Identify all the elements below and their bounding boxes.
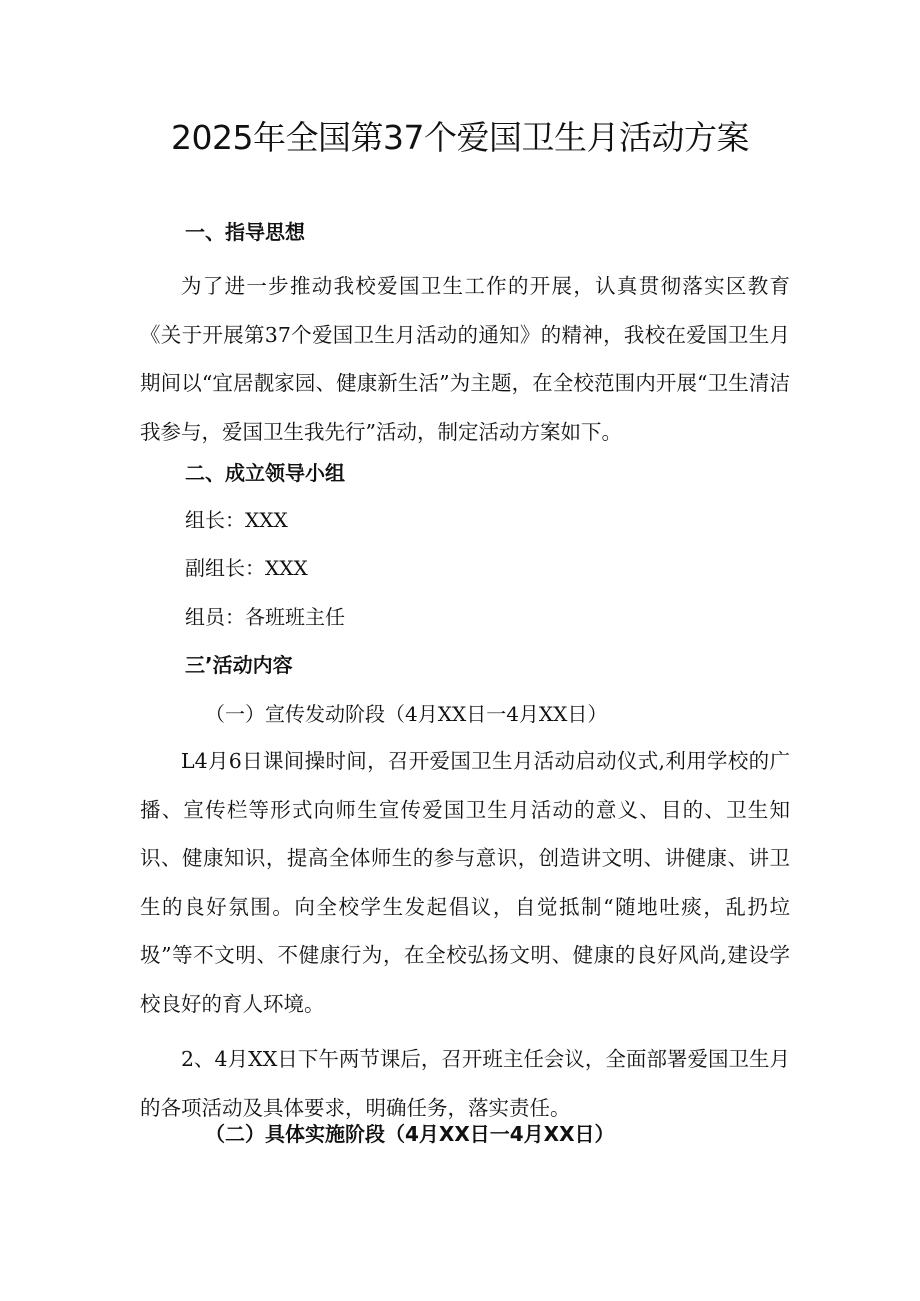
phase1-item2-paragraph: 2、4月XX日下午两节课后，召开班主任会议，全面部署爱国卫生月的各项活动及具体要求，明确任务，落实责任。 — [140, 1047, 790, 1120]
section-heading-activity-content: 三’活动内容 — [185, 653, 293, 677]
phase1-item1-paragraph: L4月6日课间操时间，召开爱国卫生月活动启动仪式,利用学校的广播、宣传栏等形式向师生宣传爱国卫生月活动的意义、目的、卫生知识、健康知识，提高全体师生的参与意识，创造讲文明、讲健康、讲卫生的良好氛围。向全校学生发起倡议，自觉抵制“随地吐痰，乱扔垃圾”等不文明、不健康行为，在全校弘扬文明、健康的良好风尚,建设学校良好的育人环境。 — [140, 749, 790, 1016]
document-title: 2025年全国第37个爱国卫生月活动方案 — [171, 118, 749, 157]
group-leader-line: 组长：XXX — [185, 508, 288, 532]
deputy-leader-line: 副组长：XXX — [185, 556, 308, 580]
guiding-ideology-paragraph: 为了进一步推动我校爱国卫生工作的开展，认真贯彻落实区教育《关于开展第37个爱国卫生月活动的通知》的精神，我校在爱国卫生月期间以“宜居靓家园、健康新生活”为主题，在全校范围内开展“卫生清洁我参与，爱国卫生我先行”活动，制定活动方案如下。 — [140, 274, 790, 444]
section-heading-guiding-ideology: 一、指导思想 — [185, 220, 305, 244]
section-heading-leadership-group: 二、成立领导小组 — [185, 461, 345, 485]
group-members-line: 组员：各班班主任 — [185, 605, 345, 629]
phase1-heading: （一）宣传发动阶段（4月XX日一4月XX日） — [205, 702, 608, 726]
phase2-heading: （二）具体实施阶段（4月XX日一4月XX日） — [205, 1122, 615, 1146]
